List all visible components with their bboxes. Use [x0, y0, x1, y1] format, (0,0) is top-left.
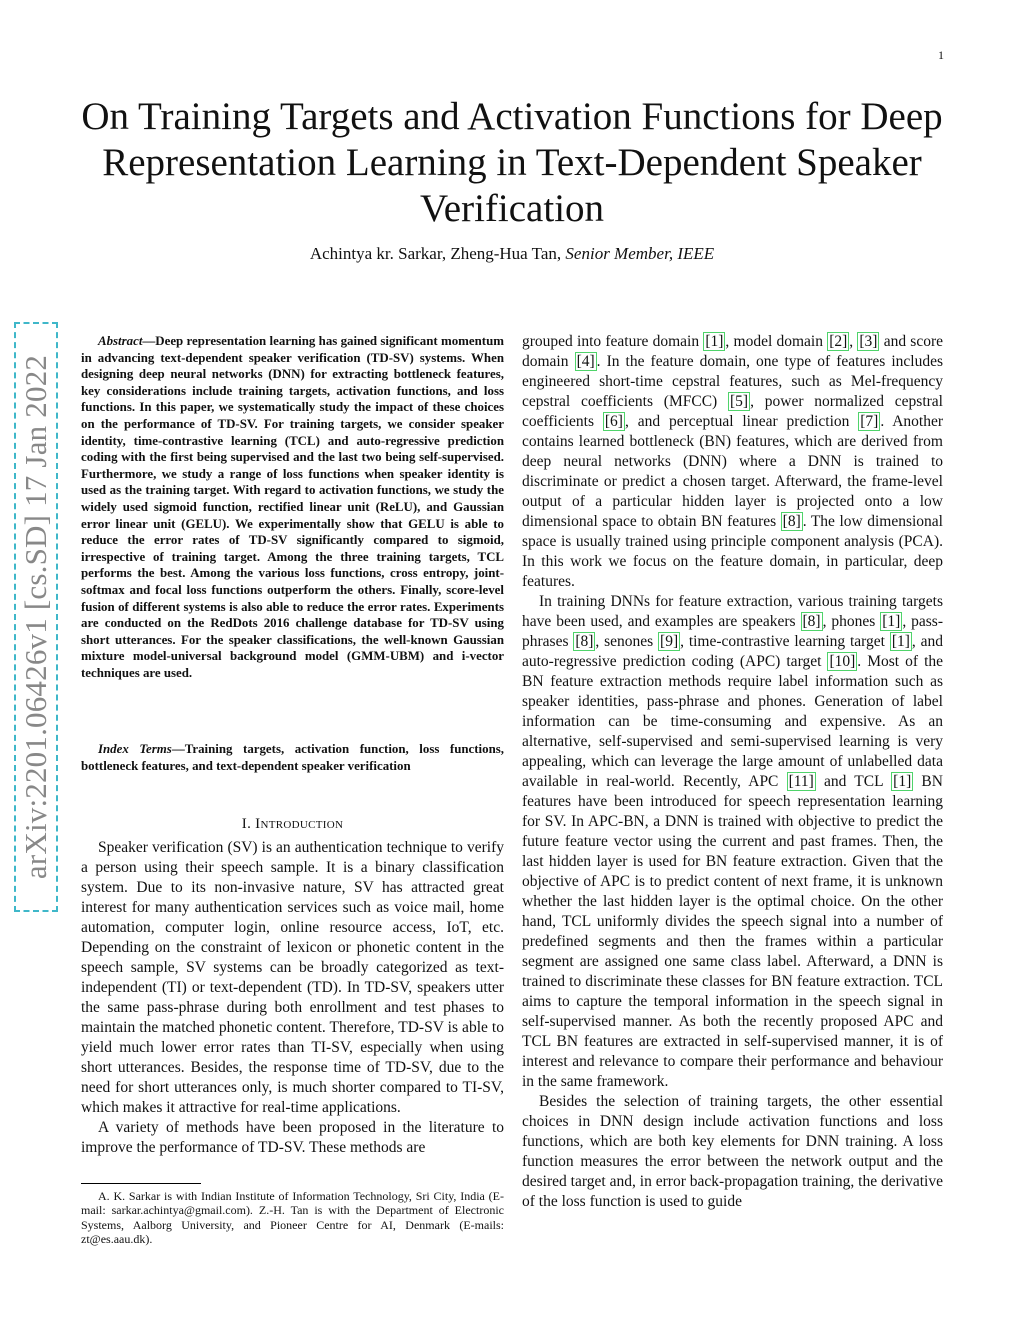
- text-run: BN features have been introduced for speech representation learning for SV. In APC-BN, a DNN is trained with objective to predict the future feature vector using the current and past frames. Then, the last hidden layer is used for BN feature extraction. Given that the objective of APC is to predict content of next frame, it is unknown whether the last hidden layer is the optimal choice. On the other hand, TCL uniformly divides the speech signal into a number of predefined segments and then the frames within a particular segment are assigned one same class label. Afterward, a DNN is trained to discriminate these classes for BN feature extraction. TCL aims to capture the temporal information in the speech signal in self-supervised manner. As both the recently proposed APC and TCL BN features are extracted in self-supervised manner, it is of interest and relevance to compare their performance and behaviour in the same framework.: [522, 773, 943, 1090]
- text-run: and TCL: [815, 773, 892, 790]
- abstract-text: —Deep representation learning has gained significant momentum in advancing text-dependent speaker verification (TD-SV) systems. When designing deep neural networks (DNN) for extracting bottleneck features, key considerations include training targets, activation functions, and loss functions. In this paper, we systematically study the impact of these choices on the performance of TD-SV. For training targets, we consider speaker identity, time-contrastive learning (TCL) and auto-regressive prediction coding with the first being supervised and the last two being self-supervised. Furthermore, we study a range of loss functions when speaker identity is used as the training target. With regard to activation functions, we study the widely used sigmoid function, rectified linear unit (ReLU), and Gaussian error linear unit (GELU). We experimentally show that GELU is able to reduce the error rates of TD-SV significantly compared to sigmoid, irrespective of training target. Among the three training targets, TCL performs the best. Among the various loss functions, cross entropy, joint-softmax and focal loss functions outperform the others. Finally, score-level fusion of different systems is also able to reduce the error rates. Experiments are conducted on the RedDots 2016 challenge database for TD-SV using short utterances. For the speaker classifications, the well-known Gaussian mixture model-universal background model (GMM-UBM) and i-vector techniques are used.: [81, 334, 504, 680]
- abstract: [81, 333, 504, 681]
- text-run: , senones: [595, 633, 659, 650]
- text-run: , time-contrastive learning target: [680, 633, 890, 650]
- citation-link[interactable]: [1]: [891, 633, 910, 650]
- text-run: and score domain: [522, 333, 944, 370]
- text-run: , and perceptual linear prediction: [624, 413, 859, 430]
- citation-link[interactable]: [3]: [859, 333, 878, 350]
- text-run: grouped into feature domain: [522, 333, 704, 350]
- text-run: , model domain: [725, 333, 828, 350]
- footnote-divider: [81, 1183, 201, 1184]
- right-paragraph-1: [522, 332, 943, 592]
- author-line: [60, 244, 964, 264]
- page-number: 1: [938, 48, 944, 62]
- abstract-lead: Abstract: [98, 334, 143, 348]
- citation-link[interactable]: [7]: [860, 413, 879, 430]
- citation-link[interactable]: [9]: [660, 633, 679, 650]
- right-paragraph-2: [522, 592, 943, 1092]
- index-terms: [81, 741, 504, 774]
- text-run: , power normalized cepstral coefficients: [522, 393, 943, 430]
- citation-link[interactable]: [1]: [882, 613, 901, 630]
- citation-link[interactable]: [2]: [829, 333, 848, 350]
- citation-link[interactable]: [10]: [829, 653, 856, 670]
- citation-link[interactable]: [8]: [575, 633, 594, 650]
- author-footnote: [81, 1189, 504, 1247]
- arxiv-stamp: [14, 322, 58, 912]
- citation-link[interactable]: [11]: [788, 773, 814, 790]
- citation-link[interactable]: [6]: [604, 413, 623, 430]
- text-run: , pass-phrases: [522, 613, 943, 650]
- introduction-body: [81, 838, 504, 1158]
- citation-link[interactable]: [8]: [802, 613, 821, 630]
- citation-link[interactable]: [1]: [705, 333, 724, 350]
- abstract-paragraph: [81, 333, 504, 681]
- arxiv-identifier: arXiv:2201.06426v1 [cs.SD] 17 Jan 2022: [18, 354, 53, 880]
- author-membership: Senior Member, IEEE: [565, 244, 715, 263]
- intro-paragraph-1: Speaker verification (SV) is an authentication technique to verify a person using their speech sample. It is a binary classification system. Due to its non-invasive nature, SV has attracted great interest for many authentication services such as voice mail, home automation, computer login, online resource access, IoT, etc. Depending on the constraint of lexicon or phonetic content in the speech sample, SV systems can be broadly categorized as text-independent (TI) or text-dependent (TD). In TD-SV, speakers utter the same pass-phrase during both enrollment and test phases to maintain the matched phonetic content. Therefore, TD-SV is able to yield much lower error rates than TI-SV, especially when using short utterances. Besides, the response time of TD-SV, due to the need for short utterances only, is much shorter compared to TI-SV, which makes it attractive for real-time applications.: [81, 839, 504, 1116]
- right-paragraph-3: Besides the selection of training targets, the other essential choices in DNN design include activation functions and loss functions, which are both key elements for DNN training. A loss function measures the error between the network output and the desired target and, in error back-propagation training, the derivative of the loss function is used to guide: [522, 1093, 943, 1210]
- section-heading: I. Introduction: [241, 816, 344, 832]
- text-run: . In the feature domain, one type of features includes engineered short-time cepstral features, such as Mel-frequency cepstral coefficients (MFCC): [522, 353, 943, 410]
- index-terms-lead: Index Terms: [98, 742, 172, 756]
- citation-link[interactable]: [4]: [576, 353, 595, 370]
- citation-link[interactable]: [8]: [782, 513, 801, 530]
- index-terms-text: —Training targets, activation function, loss functions, bottleneck features, and text-dependent speaker verification: [81, 742, 504, 773]
- text-run: . Another contains learned bottleneck (BN) features, which are derived from deep neural networks (DNN) where a DNN is trained to discriminate or predict a chosen target. Afterward, the frame-level output of a particular hidden layer is projected onto a low dimensional space to obtain BN features: [522, 413, 944, 530]
- text-run: . The low dimensional space is usually trained using principle component analysis (PCA). In this work we focus on the feature domain, in particular, deep features.: [522, 513, 943, 590]
- author-names: Achintya kr. Sarkar, Zheng-Hua Tan,: [309, 244, 566, 263]
- text-run: , phones: [822, 613, 881, 630]
- text-run: ,: [849, 333, 858, 350]
- citation-link[interactable]: [1]: [893, 773, 912, 790]
- paper-title: On Training Targets and Activation Functions for Deep Representation Learning in Text-Dependent Speaker Verification: [81, 95, 943, 230]
- intro-paragraph-2: A variety of methods have been proposed in the literature to improve the performance of TD-SV. These methods are: [81, 1119, 504, 1156]
- citation-link[interactable]: [5]: [730, 393, 749, 410]
- right-column: [522, 332, 943, 1212]
- index-terms-paragraph: [81, 741, 504, 774]
- footnote-text: A. K. Sarkar is with Indian Institute of Information Technology, Sri City, India (E-mail: sarkar.achintya@gmail.com). Z.-H. Tan is with the Department of Electronic Systems, Aalborg University, and Pioneer Centre for AI, Denmark (E-mails: zt@es.aau.dk).: [81, 1189, 504, 1247]
- text-run: In training DNNs for feature extraction, various training targets have been used, and examples are speakers: [522, 593, 943, 630]
- text-run: , and auto-regressive prediction coding (APC) target: [522, 633, 943, 670]
- text-run: . Most of the BN feature extraction methods require label information such as speaker identities, pass-phrase and phones. Generation of label information can be time-consuming and expensive. As an alternative, self-supervised and semi-supervised learning is very appealing, which can leverage the large amount of unlabelled data available in real-world. Recently, APC: [522, 653, 944, 790]
